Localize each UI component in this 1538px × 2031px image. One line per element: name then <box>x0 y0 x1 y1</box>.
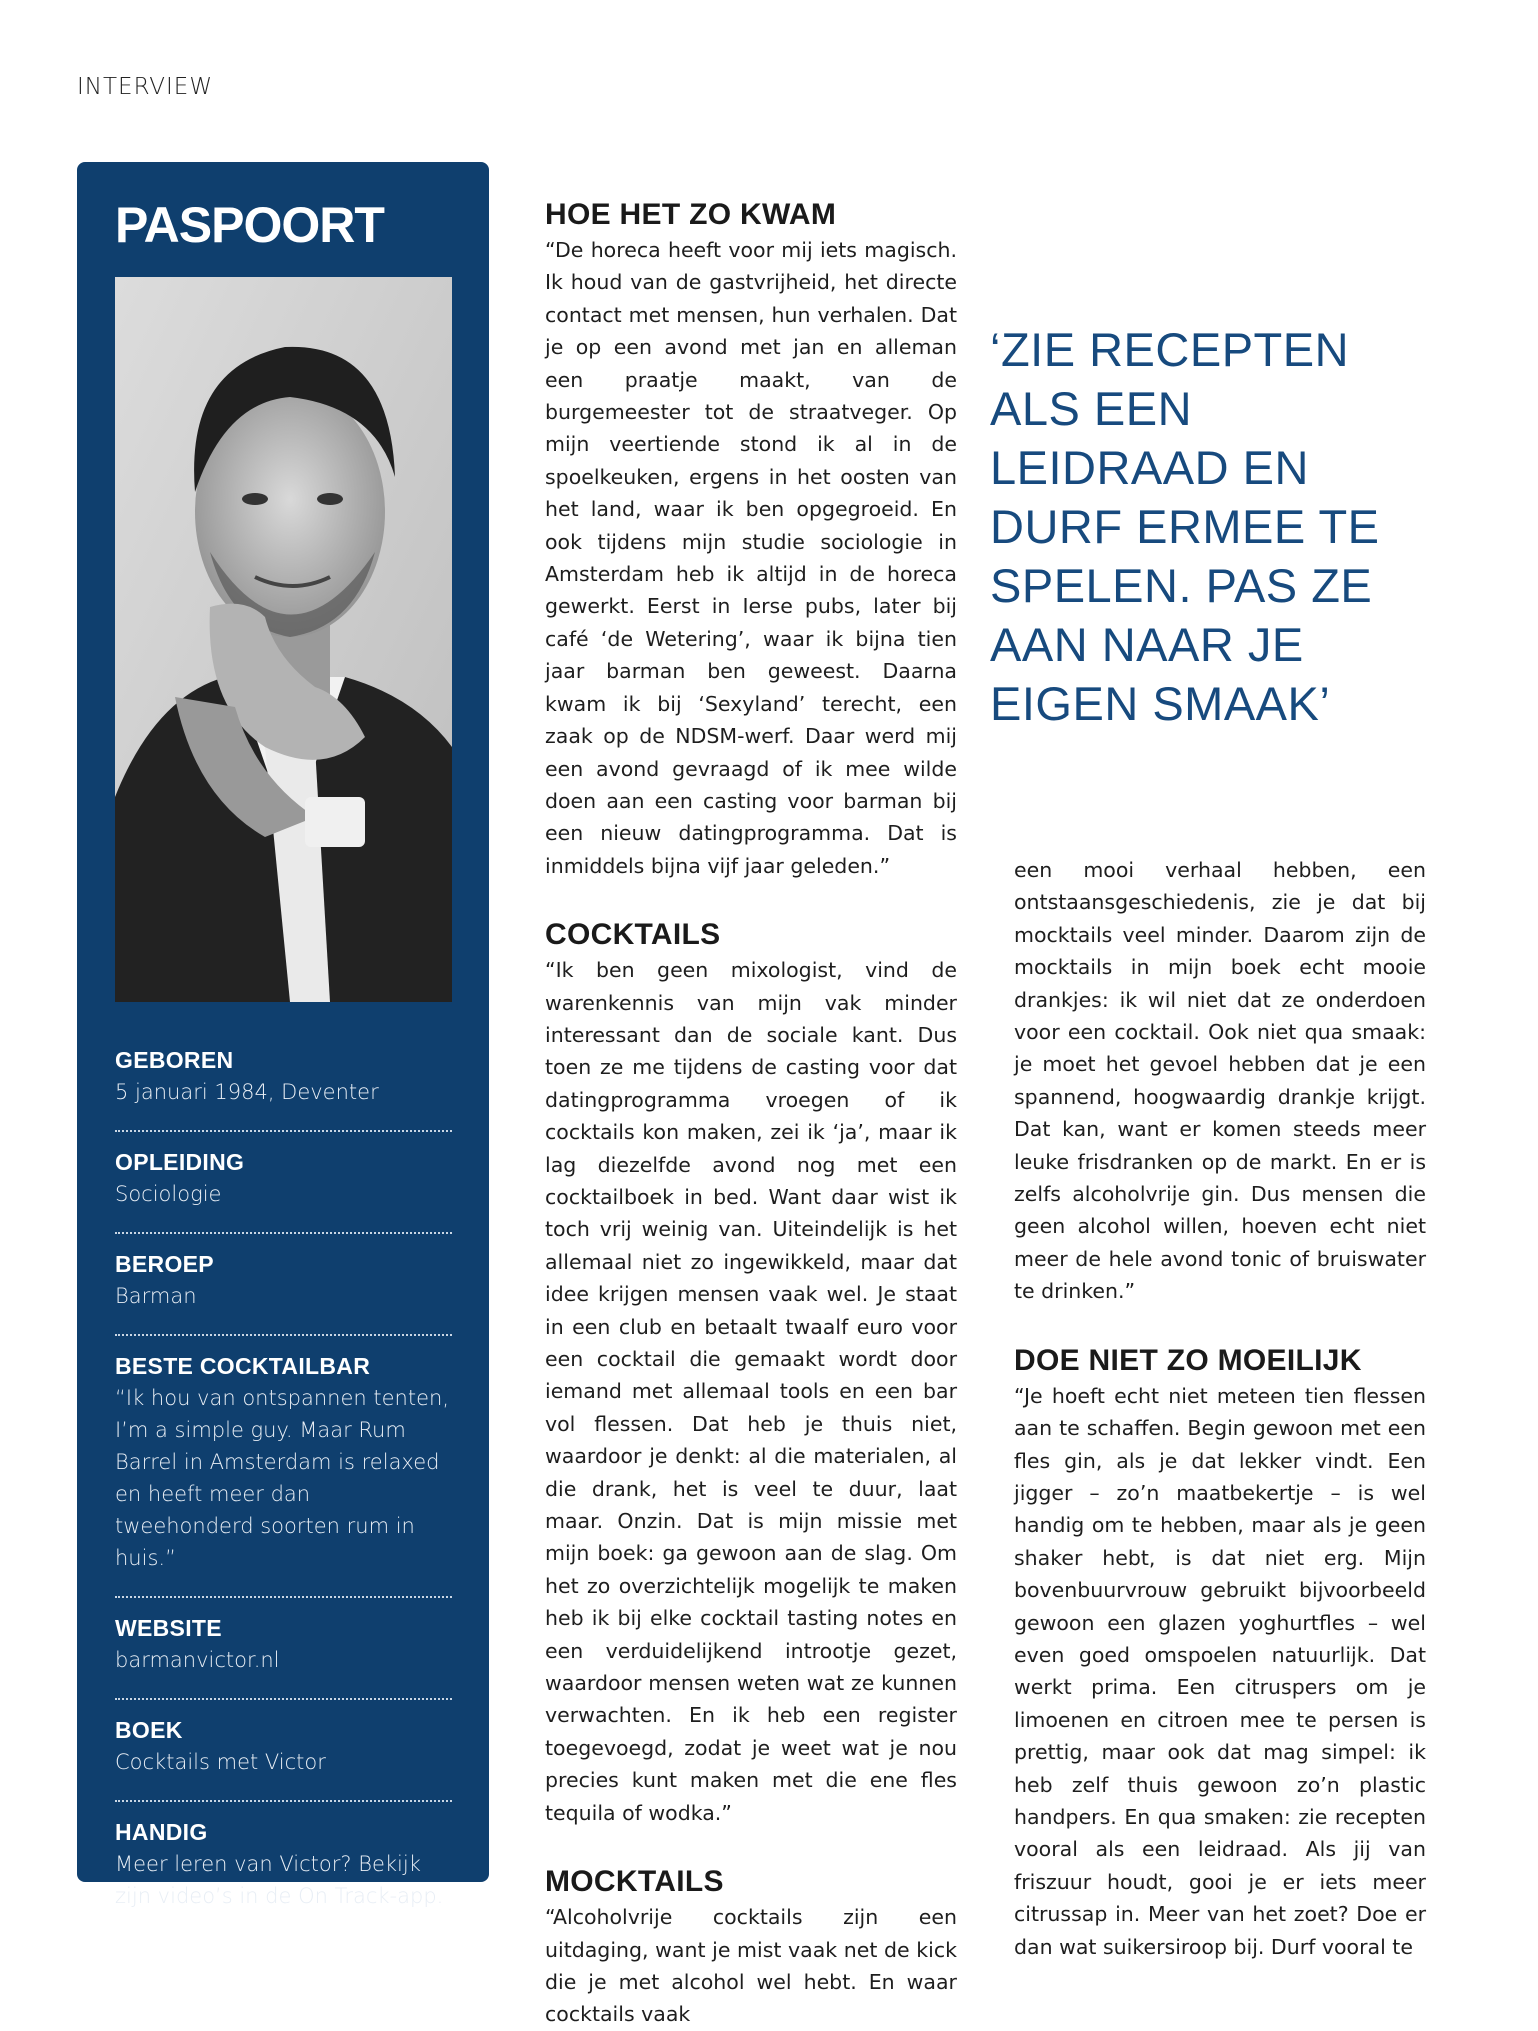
fact-value: Meer leren van Victor? Bekijk zijn video’s in de On Track-app. <box>115 1852 444 1908</box>
fact-label: BEROEP <box>115 1251 214 1277</box>
sidebar-title: PASPOORT <box>115 197 384 253</box>
portrait-photo <box>115 277 452 1002</box>
article-column-2 <box>1014 854 1426 1963</box>
article-column-1 <box>545 196 957 2031</box>
fact-value: Cocktails met Victor <box>115 1750 326 1774</box>
pull-quote: ‘ZIE RECEPTEN ALS EEN LEIDRAAD EN DURF ERMEE TE SPELEN. PAS ZE AAN NAAR JE EIGEN SMAAK’ <box>990 323 1380 730</box>
passport-sidebar <box>77 162 489 1908</box>
fact-value: Sociologie <box>115 1182 222 1206</box>
fact-best-bar <box>115 1350 452 1598</box>
fact-value: 5 januari 1984, Deventer <box>115 1080 379 1104</box>
fact-label: OPLEIDING <box>115 1149 245 1175</box>
fact-label: GEBOREN <box>115 1047 234 1073</box>
section-heading: MOCKTAILS <box>545 1865 724 1899</box>
fact-value: Barman <box>115 1284 197 1308</box>
section-text: “Ik ben geen mixologist, vind de warenkennis van mijn vak minder interessant dan de sociale kant. Dus toen ze me tijdens de casting voor dat datingprogramma vroegen of ik cocktails kon maken, zei ik ‘ja’, maar ik lag diezelfde avond nog met een cocktailboek in bed. Want daar wist ik toch vrij weinig van. Uiteindelijk is het allemaal niet zo ingewikkeld, maar dat idee krijgen mensen vaak wel. Je staat in een club en betaalt twaalf euro voor een cocktail die gemaakt wordt door iemand met allemaal tools en een bar vol flessen. Dat heb je thuis niet, waardoor je denkt: al die materialen, al die drank, het is veel te duur, laat maar. Onzin. Dat is mijn missie met mijn boek: ga gewoon aan de slag. Om het zo overzichtelijk mogelijk te maken heb ik bij elke cocktail tasting notes en een verduidelijkend introotje gezet, waardoor mensen weten wat ze kunnen verwachten. En ik heb een register toegevoegd, zodat je weet wat je nou precies kunt maken met die ene fles tequila of wodka.” <box>545 958 957 1825</box>
fact-label: HANDIG <box>115 1819 208 1845</box>
fact-value: barmanvictor.nl <box>115 1648 280 1672</box>
passport-facts <box>115 1044 452 1948</box>
fact-website <box>115 1612 452 1700</box>
fact-value: “Ik hou van ontspannen tenten, I’m a simple guy. Maar Rum Barrel in Amsterdam is relaxed en heeft meer dan tweehonderd soorten rum in huis.” <box>115 1386 449 1570</box>
fact-label: WEBSITE <box>115 1615 222 1641</box>
section-text: een mooi verhaal hebben, een ontstaansgeschiedenis, zie je dat bij mocktails veel minder. Daarom zijn de mocktails in mijn boek echt mooie drankjes: ik wil niet dat ze onderdoen voor een cocktail. Ook niet qua smaak: je moet het gevoel hebben dat je een spannend, hoogwaardig drankje krijgt. Dat kan, want er komen steeds meer leuke frisdranken op de markt. En er is zelfs alcoholvrije gin. Dus mensen die geen alcohol willen, hoeven echt niet meer de hele avond tonic of bruiswater te drinken.” <box>1014 858 1426 1304</box>
section-text: “Je hoeft echt niet meteen tien flessen aan te schaffen. Begin gewoon met een fles gin, als je dat lekker vindt. Een jigger – zo’n maatbekertje – is wel handig om te hebben, maar als je geen shaker hebt, is dat niet erg. Mijn bovenbuurvrouw gebruikt bijvoorbeeld gewoon een glazen yoghurtfles – wel even goed omspoelen natuurlijk. Dat werkt prima. Een citruspers om je limoenen en citroen mee te persen is prettig, maar ook dat mag simpel: ik heb zelf thuis gewoon zo’n plastic handpers. En qua smaken: zie recepten vooral als een leidraad. Als jij van friszuur houdt, gooi je er iets meer citrussap in. Meer van het zoet? Doe er dan wat suikersiroop bij. Durf vooral te <box>1014 1383 1426 1959</box>
fact-label: BESTE COCKTAILBAR <box>115 1353 371 1379</box>
fact-book <box>115 1714 452 1802</box>
section-heading: HOE HET ZO KWAM <box>545 198 837 231</box>
fact-education <box>115 1146 452 1234</box>
fact-handy <box>115 1816 452 1934</box>
section-text: “Alcoholvrije cocktails zijn een uitdaging, want je mist vaak net de kick die je met alcohol wel hebt. En waar cocktails vaak <box>545 1905 957 2027</box>
section-text: “De horeca heeft voor mij iets magisch. Ik houd van de gastvrijheid, het directe contact met mensen, hun verhalen. Dat je op een avond met jan en alleman een praatje maakt, van de burgemeester tot de straatveger. Op mijn veertiende stond ik al in de spoelkeuken, ergens in het oosten van het land, waar ik ben opgegroeid. En ook tijdens mijn studie sociologie in Amsterdam heb ik altijd in de horeca gewerkt. Eerst in Ierse pubs, later bij café ‘de Wetering’, waar ik bijna tien jaar barman ben geweest. Daarna kwam ik bij ‘Sexyland’ terecht, een zaak op de NDSM-werf. Daar werd mij een avond gevraagd of ik mee wilde doen aan een casting voor barman bij een nieuw datingprogramma. Dat is inmiddels bijna vijf jaar geleden.” <box>545 238 957 878</box>
fact-label: BOEK <box>115 1717 183 1743</box>
fact-born <box>115 1044 452 1132</box>
section-heading: COCKTAILS <box>545 918 721 952</box>
fact-profession <box>115 1248 452 1336</box>
section-label: INTERVIEW <box>77 74 214 100</box>
section-heading: DOE NIET ZO MOEILIJK <box>1014 1343 1362 1377</box>
